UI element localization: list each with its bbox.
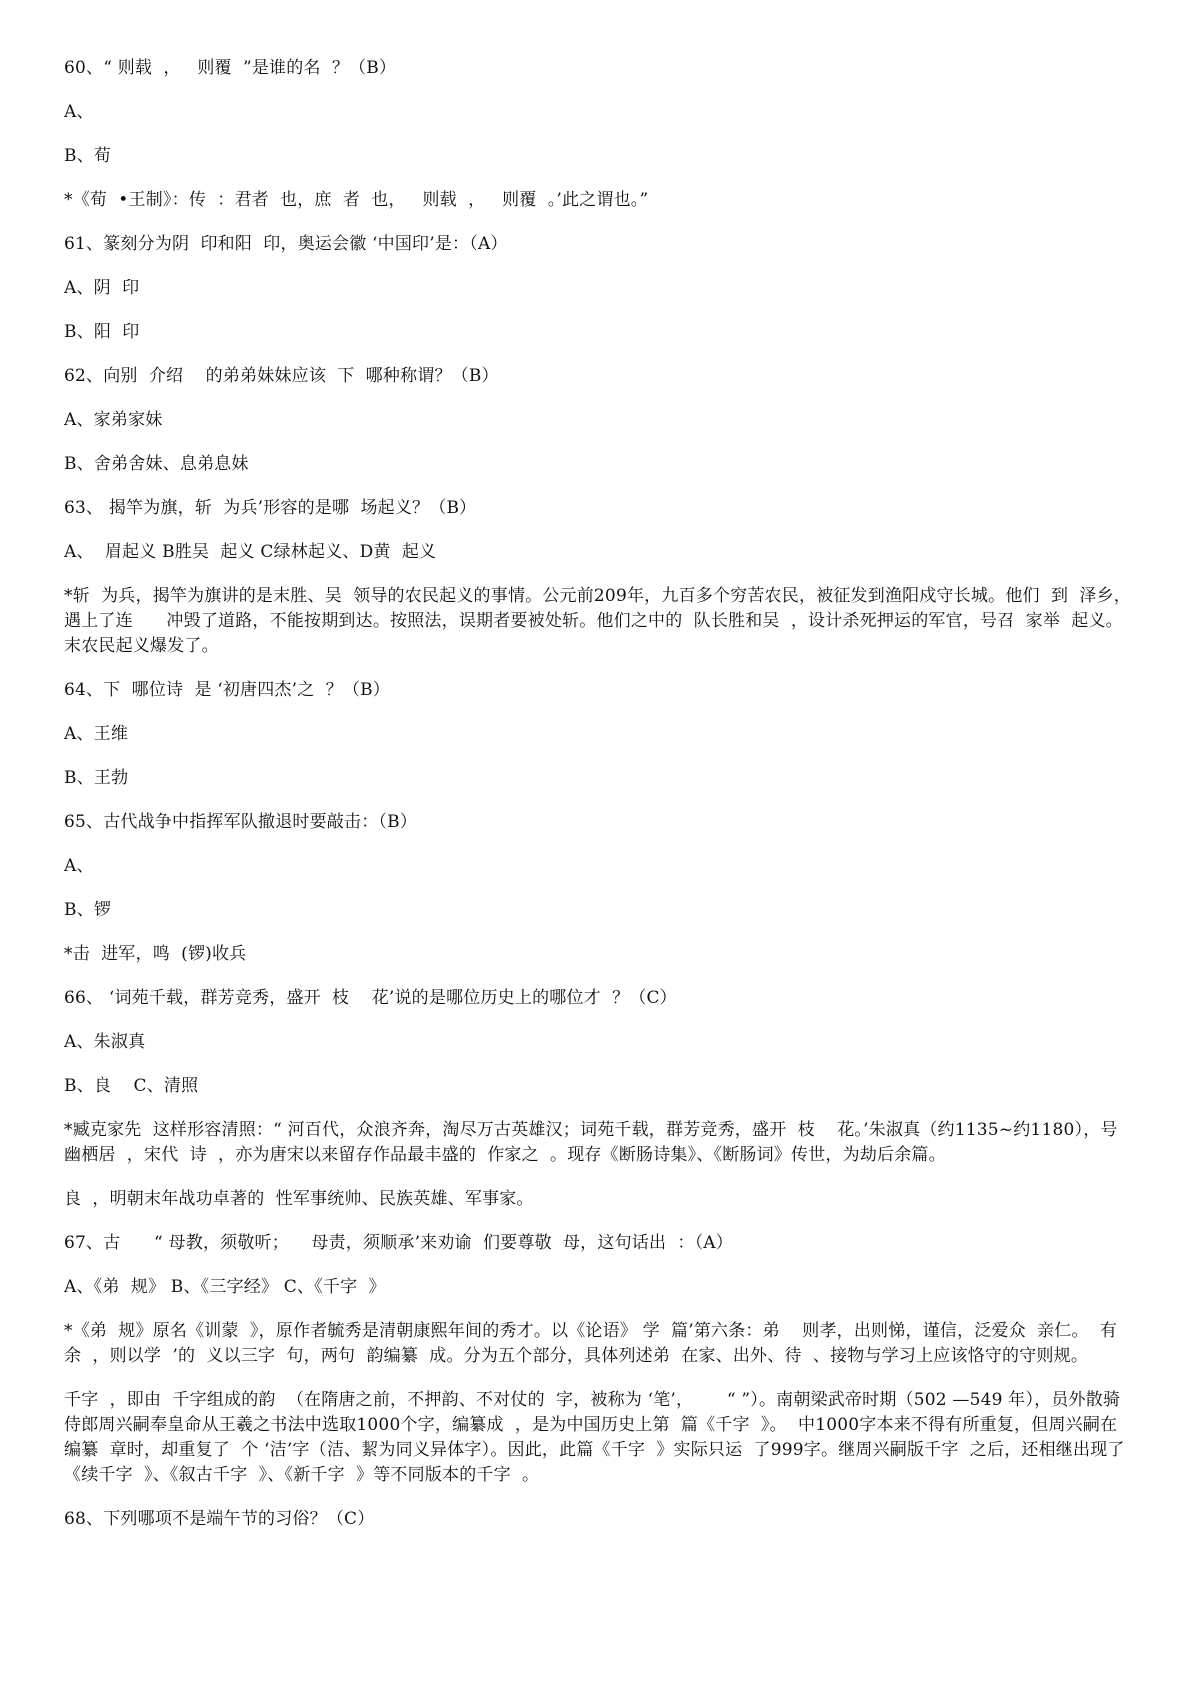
explanation-60: *《荀 •王制》：传 ：君者 也，庶 者 也， 则载 ， 则覆 。’此之谓也。” <box>64 190 649 210</box>
explanation-63: *斩 为兵，揭竿为旗讲的是末胜、吴 领导的农民起义的事情。公元前209年，九百多个穷苦农民，被征发到渔阳戍守长城。他们 到 泽乡，遇上了连 冲毁了道路，不能按期到达。按照法，误期者要被处斩。他们之中的 队长胜和吴 ，设计杀死押运的军官，号召 家举 起义。末农民起义爆发了。 <box>64 586 1131 656</box>
question-61: 61、篆刻分为阴 印和阳 印，奥运会徽 ‘中国印’是：（A） <box>64 234 508 254</box>
question-68: 68、下列哪项不是端午节的习俗？（C） <box>64 1509 375 1529</box>
explanation-66: *臧克家先 这样形容清照：“ 河百代，众浪齐奔，淘尽万古英雄汉；词苑千载，群芳竞秀，盛开 枝 花。’朱淑真（约1135~约1180），号幽栖居 ，宋代 诗 ，亦为唐宋以来留存作品最丰盛的 作家之 。现存《断肠诗集》、《断肠词》传世，为劫后余篇。 <box>64 1120 1118 1165</box>
explanation-65: *击 进军，鸣 (锣)收兵 <box>64 944 247 964</box>
option-65-a: A、 <box>64 856 94 876</box>
option-66-a: A、朱淑真 <box>64 1032 146 1052</box>
explanation-67: *《弟 规》原名《训蒙 》，原作者毓秀是清朝康熙年间的秀才。以《论语》 学 篇’第六条：弟 则孝，出则悌，谨信，泛爱众 亲仁。 有余 ，则以学 ’的 义以三字 句，两句 韵编纂 成。分为五个部分，具体列述弟 在家、出外、待 、接物与学习上应该恪守的守则规。 <box>64 1321 1118 1366</box>
option-65-b: B、锣 <box>64 900 112 920</box>
option-62-a: A、家弟家妹 <box>64 410 163 430</box>
option-61-b: B、阳 印 <box>64 322 140 342</box>
question-63: 63、 揭竿为旗，斩 为兵’形容的是哪 场起义？（B） <box>64 498 477 518</box>
option-66-bc: B、良 C、清照 <box>64 1076 199 1096</box>
option-62-b: B、舍弟舍妹、息弟息妹 <box>64 454 249 474</box>
question-62: 62、向别 介绍 的弟弟妹妹应该 下 哪种称谓？（B） <box>64 366 499 386</box>
question-66: 66、 ‘词苑千载，群芳竞秀，盛开 枝 花’说的是哪位历史上的哪位才 ？（C） <box>64 988 677 1008</box>
question-60: 60、“ 则载 ， 则覆 ”是谁的名 ？（B） <box>64 58 397 78</box>
option-64-a: A、王维 <box>64 724 129 744</box>
option-61-a: A、阴 印 <box>64 278 140 298</box>
options-63: A、 眉起义 B胜吴 起义 C绿林起义、D黄 起义 <box>64 542 437 562</box>
option-64-b: B、王勃 <box>64 768 129 788</box>
document-page <box>64 56 1134 1551</box>
explanation-66-note: 良 ，明朝末年战功卓著的 性军事统帅、民族英雄、军事家。 <box>64 1189 534 1209</box>
question-65: 65、古代战争中指挥军队撤退时要敲击：（B） <box>64 812 418 832</box>
option-60-a: A、 <box>64 102 94 122</box>
option-60-b: B、荀 <box>64 146 112 166</box>
question-67: 67、古 “ 母教，须敬听； 母责，须顺承’来劝谕 们要尊敬 母，这句话出 ：（A） <box>64 1233 733 1253</box>
options-67: A、《弟 规》 B、《三字经》 C、《千字 》 <box>64 1277 386 1297</box>
question-64: 64、下 哪位诗 是 ‘初唐四杰’之 ？（B） <box>64 680 390 700</box>
explanation-67-note: 千字 ，即由 千字组成的韵 （在隋唐之前，不押韵、不对仗的 字，被称为 ‘笔’， “ ”）。南朝梁武帝时期（502 —549 年），员外散骑侍郎周兴嗣奉皇命从王羲之书法中选取1000个字，编纂成 ，是为中国历史上第 篇《千字 》。 中1000字本来不得有所重复，但周兴嗣在编纂 章时，却重复了 个 ‘洁’字（洁、絜为同义异体字）。因此，此篇《千字 》实际只运 了999字。继周兴嗣版千字 之后，还相继出现了《续千字 》、《叙古千字 》、《新千字 》等不同版本的千字 。 <box>64 1390 1125 1485</box>
